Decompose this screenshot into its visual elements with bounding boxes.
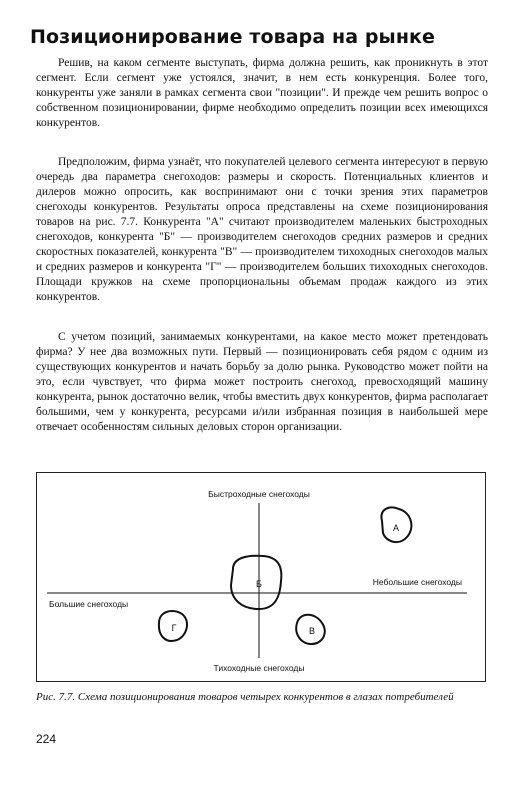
positioning-diagram-canvas: [37, 473, 487, 683]
figure-caption: Рис. 7.7. Схема позиционирования товаров четырех конкурентов в глазах потребителей: [36, 691, 454, 703]
competitor-a-label: А: [392, 523, 400, 533]
positioning-diagram: [36, 472, 486, 682]
axis-label-bottom: Тихоходные снегоходы: [213, 663, 305, 673]
axis-label-left: Большие снегоходы: [49, 599, 129, 609]
competitor-g-label: Г: [171, 623, 177, 633]
paragraph-2: Предположим, фирма узнаёт, что покупателей целевого сегмента интересуют в первую очередь два параметра снегоходов: размеры и скорость. Потенциальных клиентов и дилеров можно опросить, как воспринимают они с точки зрения этих параметров снегоходы конкурентов. Результаты опроса представлены на схеме позиционирования товаров на рис. 7.7. Конкурента "А" считают производителем маленьких быстроходных снегоходов, конкурента "Б" — производителем снегоходов средних размеров и средних скоростных показателей, конкурента "В" — производителем тихоходных снегоходов малых и средних размеров и конкурента "Г" — производителем больших тихоходных снегоходов. Площади кружков на схеме пропорциональны объемам продаж каждого из этих конкурентов.: [36, 156, 488, 303]
section-heading: Позиционирование товара на рынке: [30, 26, 436, 48]
page-number: 224: [36, 732, 57, 746]
competitor-v-label: В: [308, 626, 316, 636]
competitor-b-label: Б: [256, 579, 262, 589]
paragraph-3: С учетом позиций, занимаемых конкурентами, на какое место может претендовать фирма? У нее два возможных пути. Первый — позиционировать себя рядом с одним из существующих конкурентов и начать борьбу за долю рынка. Руководство может пойти на это, если чувствует, что фирма может построить снегоход, превосходящий машину конкурента, рынок достаточно велик, чтобы вместить двух конкурентов, фирма располагает большими, чем у конкурента, ресурсами и/или избранная позиция в наибольшей мере отвечает особенностям сильных деловых сторон организации.: [36, 331, 488, 433]
axis-label-top: Быстроходные снегоходы: [208, 489, 310, 499]
paragraph-1: Решив, на каком сегменте выступать, фирма должна решить, как проникнуть в этот сегмент. Если сегмент уже устоялся, значит, в нем есть конкуренция. Более того, конкуренты уже заняли в рамках сегмента свои "позиции". И прежде чем решить вопрос о собственном позиционировании, фирме необходимо определить позиции всех имеющихся конкурентов.: [36, 57, 488, 129]
axis-label-right: Небольшие снегоходы: [372, 577, 462, 587]
